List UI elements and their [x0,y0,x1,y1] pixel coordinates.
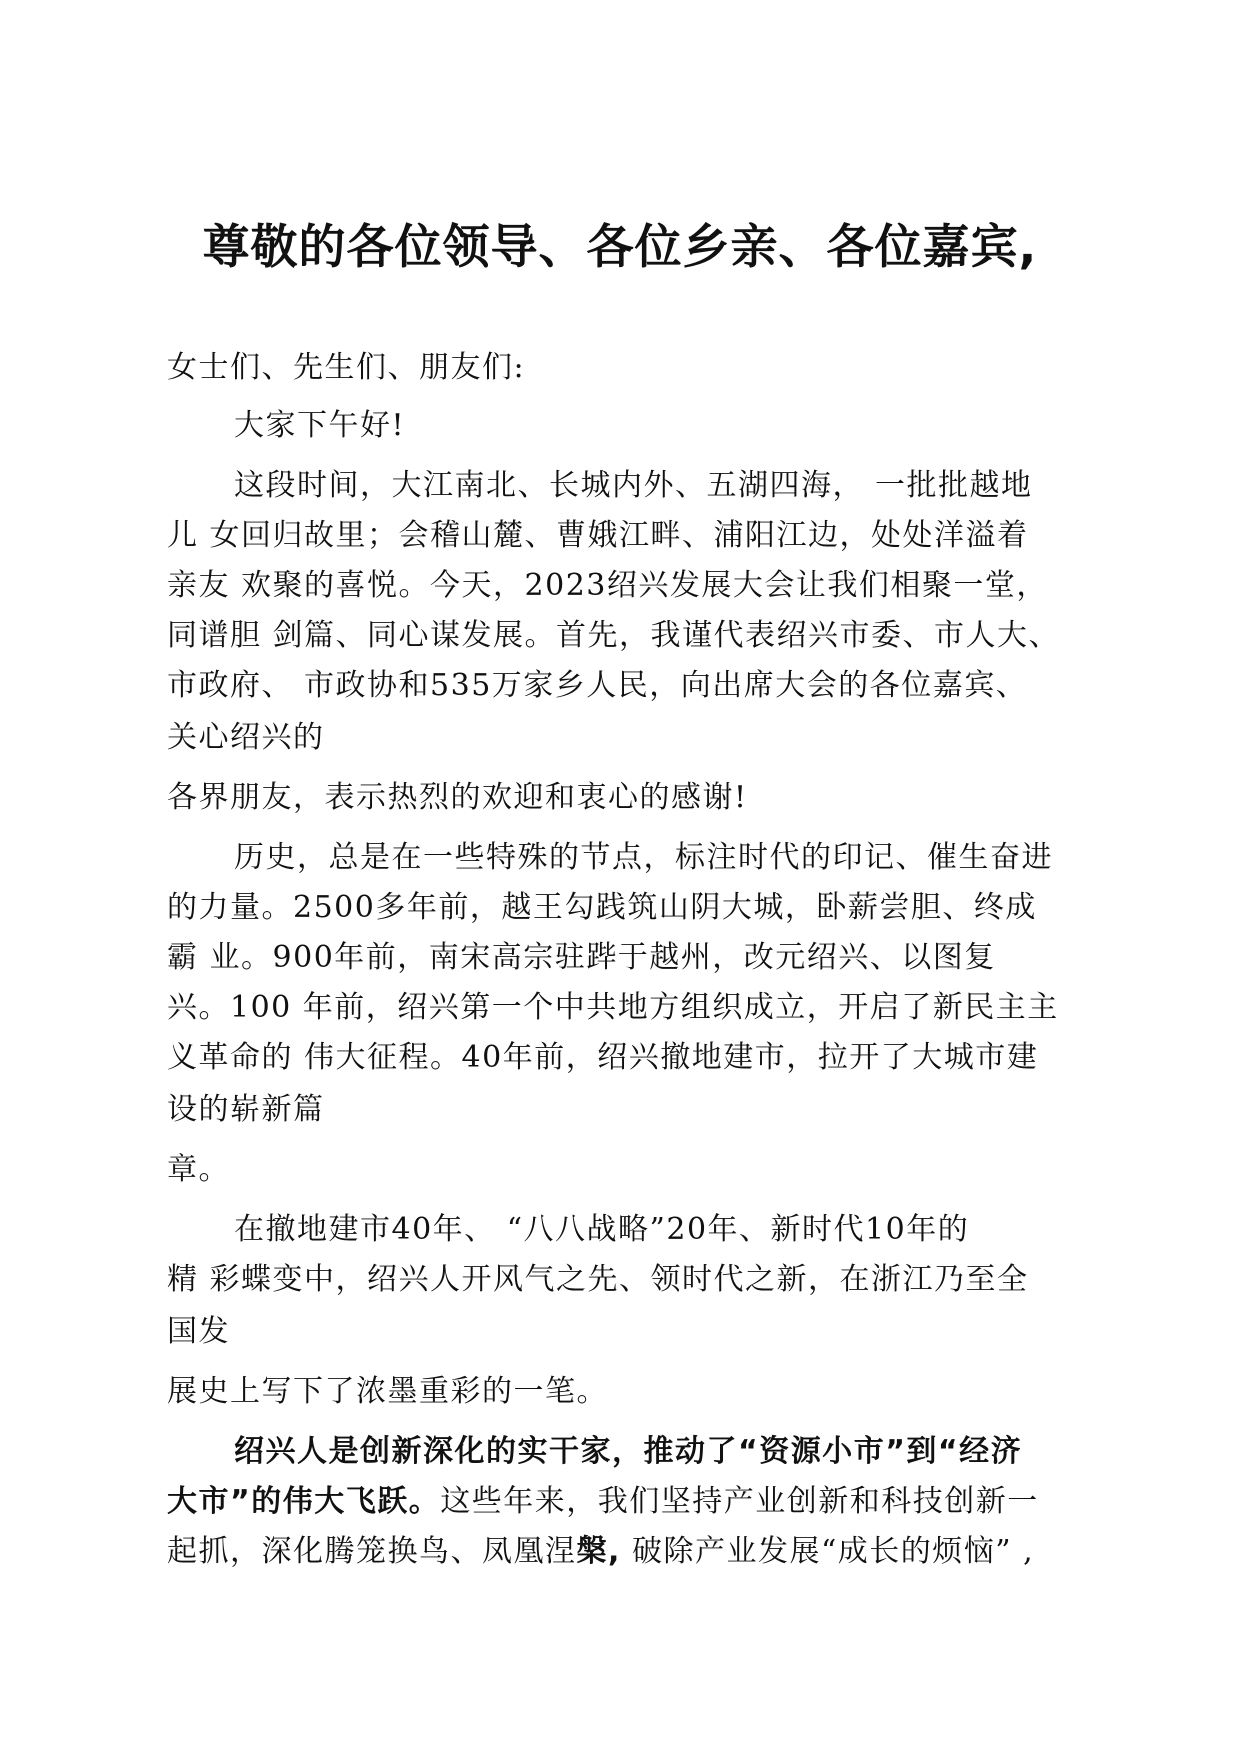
paragraph-2-line-5: 义革命的 伟大征程。40年前，绍兴撤地建市，拉开了大城市建 [167,1040,1039,1075]
paragraph-1-line-6: 关心绍兴的 [167,720,325,755]
paragraph-4-line-3-text-a: 起抓，深化腾笼换鸟、凤凰涅 [167,1534,577,1569]
paragraph-1-line-4: 同谱胆 剑篇、同心谋发展。首先，我谨代表绍兴市委、市人大、 [167,618,1061,653]
paragraph-2-line-3: 霸 业。900年前，南宋高宗驻跸于越州，改元绍兴、以图复 [167,940,996,975]
paragraph-1-line-3: 亲友 欢聚的喜悦。今天，2023绍兴发展大会让我们相聚一堂， [167,568,1048,603]
paragraph-1-line-1: 这段时间，大江南北、长城内外、五湖四海， 一批批越地 [234,468,1033,503]
paragraph-3-line-4: 展史上写下了浓墨重彩的一笔。 [167,1374,608,1409]
paragraph-2-line-7: 章。 [167,1152,230,1187]
paragraph-3-line-1: 在撤地建市40年、 “八八战略”20年、新时代10年的 [234,1212,970,1247]
paragraph-4-line-3 [167,1532,1034,1572]
paragraph-1-line-5: 市政府、 市政协和535万家乡人民，向出席大会的各位嘉宾、 [167,668,1028,703]
paragraph-3-line-2: 精 彩蝶变中，绍兴人开风气之先、领时代之新，在浙江乃至全 [167,1262,1029,1297]
paragraph-2-line-4: 兴。100 年前，绍兴第一个中共地方组织成立，开启了新民主主 [167,990,1059,1025]
greeting-line: 大家下午好! [234,408,406,443]
paragraph-3-line-3: 国发 [167,1314,230,1349]
salutation-line: 女士们、先生们、朋友们: [167,350,526,385]
page-title: 尊敬的各位领导、各位乡亲、各位嘉宾, [202,220,1038,275]
paragraph-1-line-2: 儿 女回归故里；会稽山麓、曹娥江畔、浦阳江边，处处洋溢着 [167,518,1029,553]
paragraph-2-line-6: 设的崭新篇 [167,1092,325,1127]
paragraph-2-line-1: 历史，总是在一些特殊的节点，标注时代的印记、催生奋进 [234,840,1053,875]
paragraph-4-line-1: 绍兴人是创新深化的实干家，推动了“资源小市”到“经济 [234,1434,1023,1469]
paragraph-2-line-2: 的力量。2500多年前，越王勾践筑山阴大城，卧薪尝胆、终成 [167,890,1037,925]
paragraph-4-bold-lead: 大市”的伟大飞跃。 [167,1484,441,1519]
paragraph-1-line-7: 各界朋友，表示热烈的欢迎和衷心的感谢! [167,780,748,815]
paragraph-4-line-2 [167,1482,1039,1522]
paragraph-4-line-3-text-b: 破除产业发展“成长的烦恼” , [620,1534,1035,1569]
paragraph-4-line-2-text: 这些年来，我们坚持产业创新和科技创新一 [440,1484,1039,1519]
paragraph-4-bold-char: 槃, [576,1534,621,1569]
